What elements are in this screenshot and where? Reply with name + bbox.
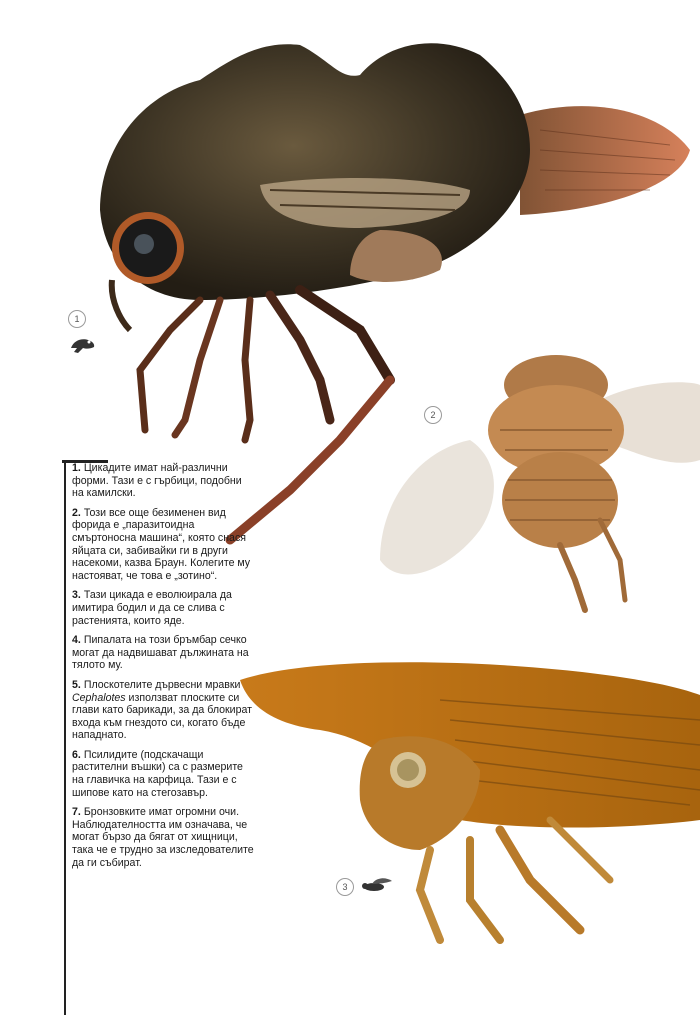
fly-icon xyxy=(360,876,394,894)
caption-3: 3. Тази цикада е еволюирала да имитира бодил и да се слива с растенията, които яде. xyxy=(72,589,232,627)
caption-1: 1. Цикадите имат най-различни форми. Тази е с гърбици, подобни на камилски. xyxy=(72,462,242,500)
specimen-marker-1: 1 xyxy=(68,310,86,328)
caption-2: 2. Този все още безименен вид форида е „паразитоидна смъртоносна машина“, която снася яйцата си, забивайки ги в други насекоми, казва Браун. Колегите му настояват, че това е „зотино“. xyxy=(72,506,251,582)
caption-7: 7. Бронзовките имат огромни очи. Наблюдателността им означава, че могат бързо да бягат от хищници, така че е трудно за изследователите да ги събират. xyxy=(72,806,254,869)
caption-4: 4. Пипалата на този бръмбар сечко могат да надвишават дължината на тялото му. xyxy=(72,634,249,672)
frog-icon xyxy=(68,334,98,356)
specimen-marker-3: 3 xyxy=(336,878,354,896)
caption-column xyxy=(64,462,256,1015)
caption-5: 5. Плоскотелите дървесни мравки Cephalotes използват плоските си глави като барикади, за да блокират входа към гнездото си, когато бъде нападнато. xyxy=(72,678,253,742)
specimen-marker-2: 2 xyxy=(424,406,442,424)
caption-6: 6. Псилидите (подскачащи растителни въшки) са с размерите на главичка на карфица. Тази е с шипове като на стегозавър. xyxy=(72,748,243,799)
